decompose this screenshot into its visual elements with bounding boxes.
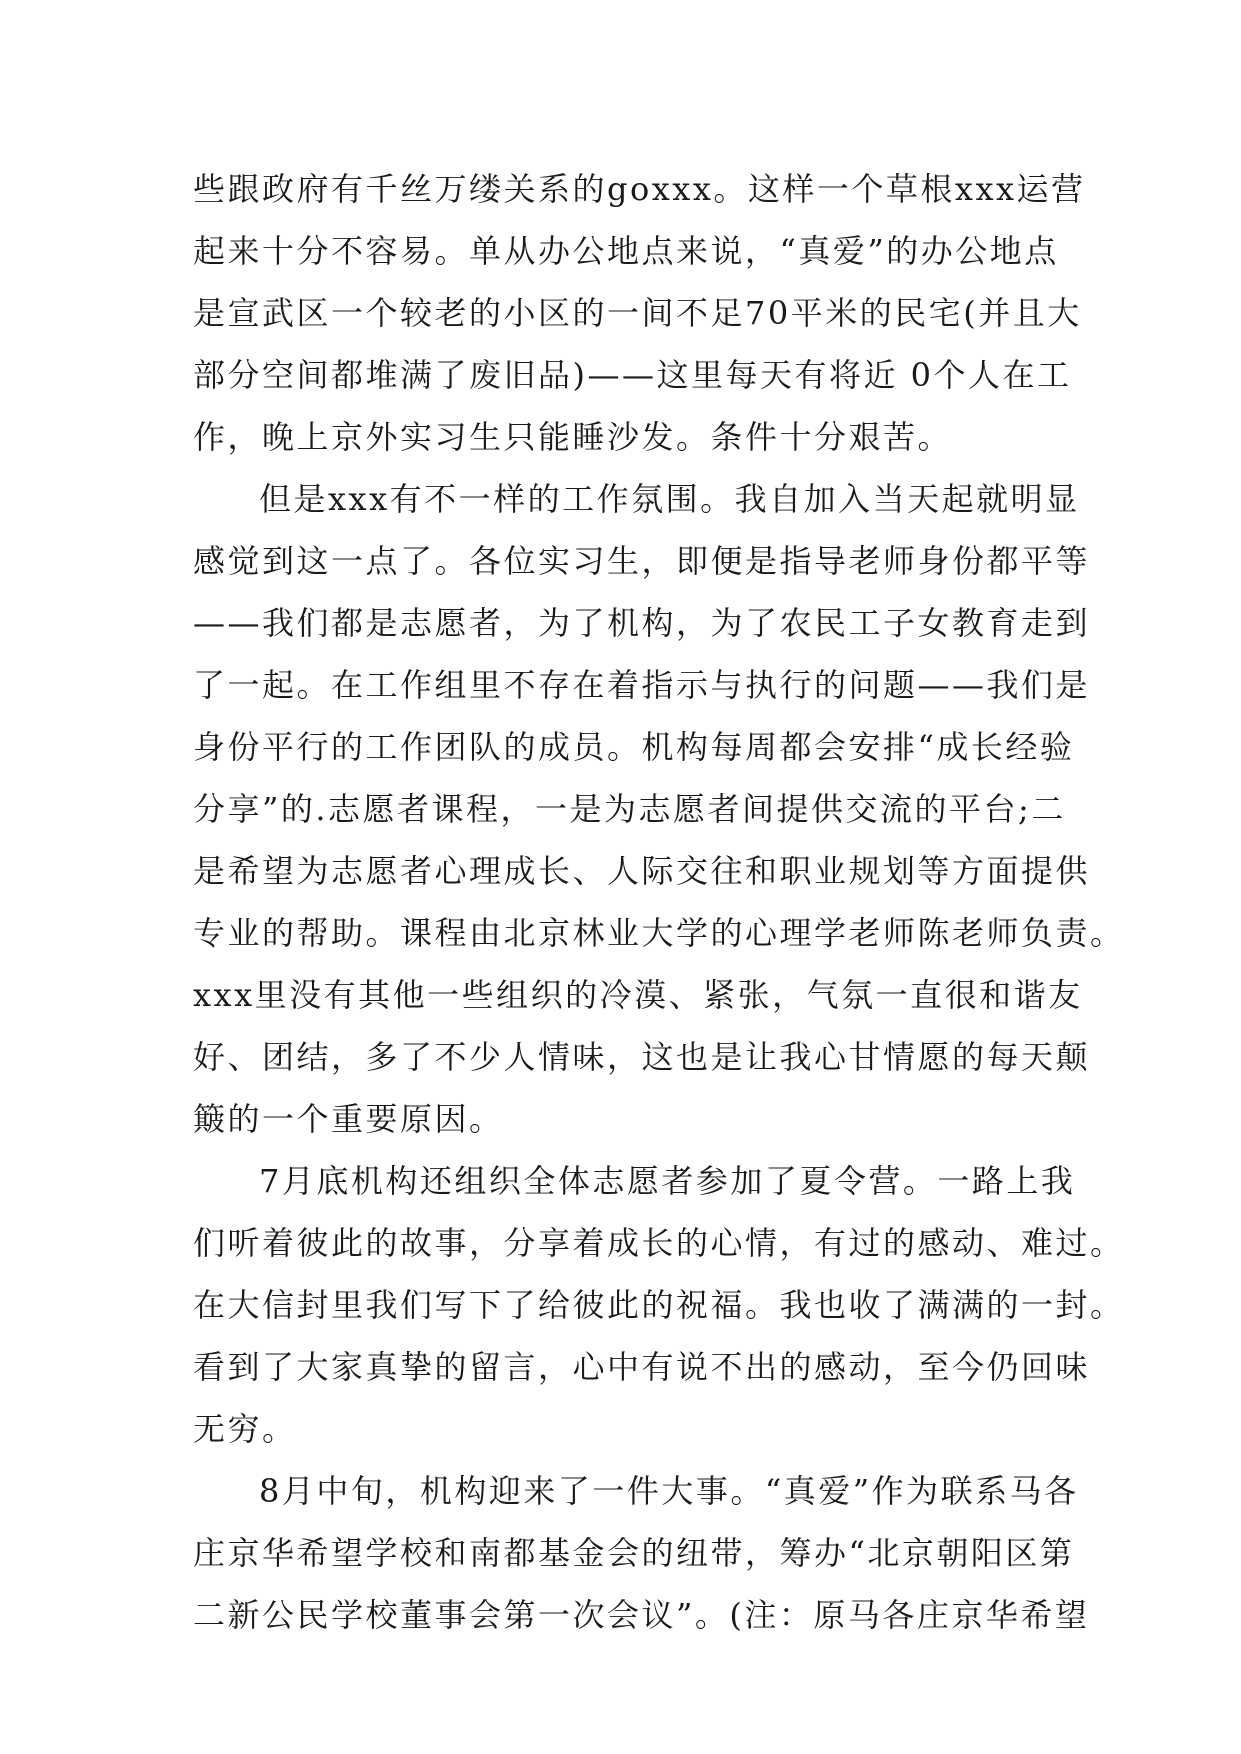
text-line: 部分空间都堆满了废旧品)——这里每天有将近 0个人在工 xyxy=(193,356,1072,394)
text-line: 好、团结，多了不少人情味，这也是让我心甘情愿的每天颠 xyxy=(193,1038,1091,1076)
text-line: 作，晚上京外实习生只能睡沙发。条件十分艰苦。 xyxy=(193,418,953,456)
text-line: 身份平行的工作团队的成员。机构每周都会安排“成长经验 xyxy=(193,728,1075,766)
text-line: 但是xxx有不一样的工作氛围。我自加入当天起就明显 xyxy=(259,480,1080,518)
paragraph-3 xyxy=(193,1150,1125,1460)
text-line: 感觉到这一点了。各位实习生，即便是指导老师身份都平等 xyxy=(193,542,1091,580)
text-line: 起来十分不容易。单从办公地点来说，“真爱”的办公地点 xyxy=(193,232,1059,270)
paragraph-4 xyxy=(193,1460,1090,1646)
text-line: 了一起。在工作组里不存在着指示与执行的问题——我们是 xyxy=(193,666,1091,704)
text-line: 8月中旬，机构迎来了一件大事。“真爱”作为联系马各 xyxy=(259,1472,1079,1510)
text-line: 是宣武区一个较老的小区的一间不足70平米的民宅(并且大 xyxy=(193,294,1082,332)
text-line: 无穷。 xyxy=(193,1410,297,1448)
text-line: 簸的一个重要原因。 xyxy=(193,1100,504,1138)
body-text xyxy=(193,158,1125,1646)
paragraph-1 xyxy=(193,158,1086,468)
text-line: 专业的帮助。课程由北京林业大学的心理学老师陈老师负责。 xyxy=(193,914,1125,952)
text-line: 在大信封里我们写下了给彼此的祝福。我也收了满满的一封。 xyxy=(193,1286,1125,1324)
text-line: 7月底机构还组织全体志愿者参加了夏令营。一路上我 xyxy=(259,1162,1076,1200)
paragraph-2 xyxy=(193,468,1125,1150)
text-line: 看到了大家真挚的留言，心中有说不出的感动，至今仍回味 xyxy=(193,1348,1091,1386)
text-line: 们听着彼此的故事，分享着成长的心情，有过的感动、难过。 xyxy=(193,1224,1125,1262)
text-line: ——我们都是志愿者，为了机构，为了农民工子女教育走到 xyxy=(193,604,1091,642)
text-line: 是希望为志愿者心理成长、人际交往和职业规划等方面提供 xyxy=(193,852,1091,890)
text-line: 庄京华希望学校和南都基金会的纽带，筹办“北京朝阳区第 xyxy=(193,1534,1075,1572)
text-line: xxx里没有其他一些组织的冷漠、紧张，气氛一直很和谐友 xyxy=(193,976,1083,1014)
text-line: 二新公民学校董事会第一次会议”。(注：原马各庄京华希望 xyxy=(193,1596,1090,1634)
text-line: 些跟政府有千丝万缕关系的goxxx。这样一个草根xxx运营 xyxy=(193,170,1086,208)
text-line: 分享”的.志愿者课程，一是为志愿者间提供交流的平台;二 xyxy=(193,790,1066,828)
